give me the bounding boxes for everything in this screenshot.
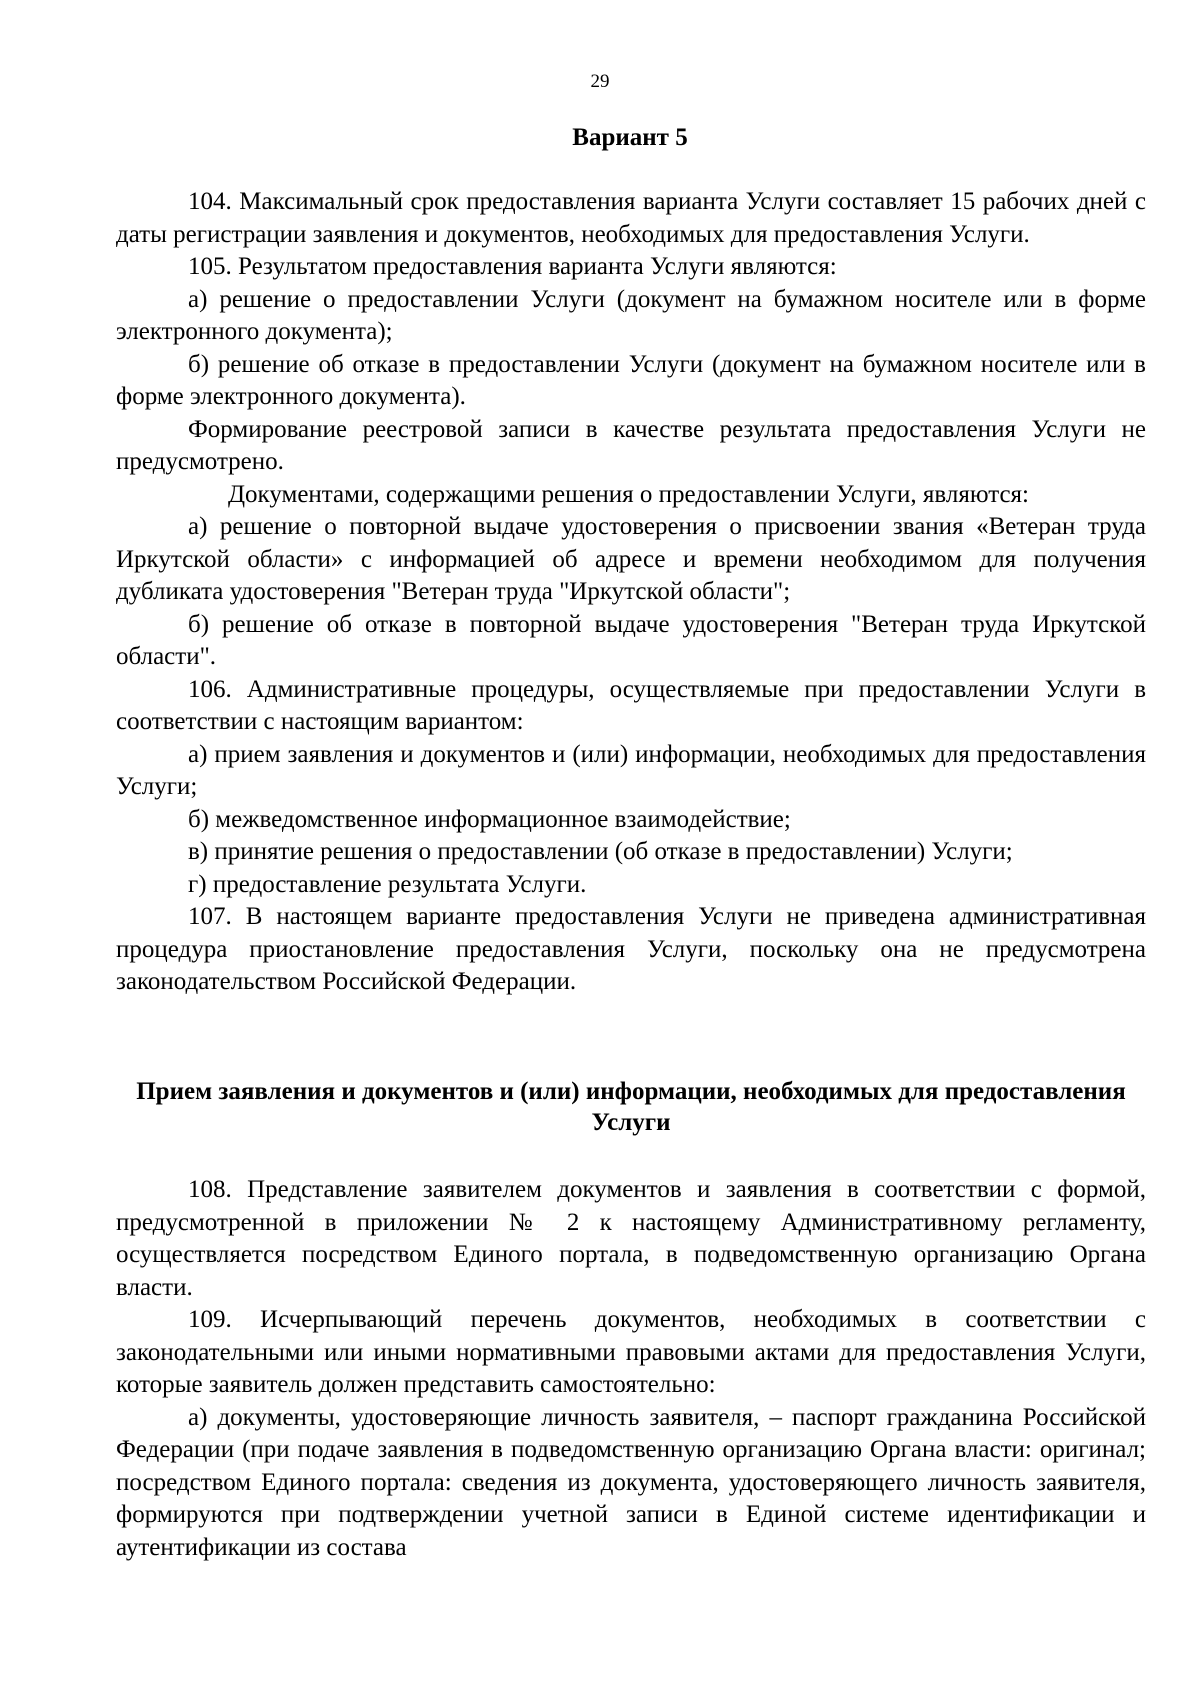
paragraph-104: 104. Максимальный срок предоставления варианта Услуги составляет 15 рабочих дней с даты регистрации заявления и документов, необходимых для предоставления Услуги. <box>116 188 1146 248</box>
paragraph-105-item-a: а) решение о предоставлении Услуги (документ на бумажном носителе или в форме электронного документа); <box>116 285 1146 345</box>
paragraph-105-item-b: б) решение об отказе в предоставлении Услуги (документ на бумажном носителе или в форме электронного документа). <box>116 350 1146 410</box>
paragraph-105: 105. Результатом предоставления варианта Услуги являются: <box>188 253 837 280</box>
paragraph-decision-item-a: а) решение о повторной выдаче удостоверения о присвоении звания «Ветеран труда Иркутской области» с информацией об адресе и времени необходимом для получения дубликата удостоверения "Ветеран труда "Иркутской области"; <box>116 513 1146 605</box>
section-heading-application-intake: Прием заявления и документов и (или) информации, необходимых для предоставления Услуги <box>136 1078 1126 1136</box>
section-heading-variant: Вариант 5 <box>572 124 688 151</box>
paragraph-registry-note: Формирование реестровой записи в качестве результата предоставления Услуги не предусмотрено. <box>116 415 1146 475</box>
paragraph-106-item-g: г) предоставление результата Услуги. <box>188 870 587 898</box>
application-intake-text-block <box>116 1174 1146 1564</box>
paragraph-109-item-a: а) документы, удостоверяющие личность заявителя, – паспорт гражданина Российской Федерации (при подаче заявления в подведомственную организацию Органа власти: оригинал; посредством Единого портала: сведения из документа, удостоверяющего личность заявителя, формируются при подтверждении учетной записи в Единой системе идентификации и аутентификации из состава <box>116 1403 1146 1561</box>
paragraph-107: 107. В настоящем варианте предоставления Услуги не приведена административная процедура приостановление предоставления Услуги, поскольку она не предусмотрена законодательством Российской Федерации. <box>116 903 1146 995</box>
paragraph-decision-documents: Документами, содержащими решения о предоставлении Услуги, являются: <box>228 480 1029 508</box>
paragraph-106-item-b: б) межведомственное информационное взаимодействие; <box>188 805 791 833</box>
variant-5-text-block <box>116 186 1146 999</box>
page-number: 29 <box>590 71 610 92</box>
paragraph-106-item-v: в) принятие решения о предоставлении (об отказе в предоставлении) Услуги; <box>188 838 1013 865</box>
paragraph-106: 106. Административные процедуры, осуществляемые при предоставлении Услуги в соответствии с настоящим вариантом: <box>116 675 1146 735</box>
paragraph-decision-item-b: б) решение об отказе в повторной выдаче удостоверения "Ветеран труда Иркутской области". <box>116 610 1146 670</box>
paragraph-109: 109. Исчерпывающий перечень документов, необходимых в соответствии с законодательными или иными нормативными правовыми актами для предоставления Услуги, которые заявитель должен представить самостоятельно: <box>116 1306 1146 1398</box>
paragraph-108: 108. Представление заявителем документов и заявления в соответствии с формой, предусмотренной в приложении № 2 к настоящему Административному регламенту, осуществляется посредством Единого портала, в подведомственную организацию Органа власти. <box>116 1176 1146 1301</box>
paragraph-106-item-a: а) прием заявления и документов и (или) информации, необходимых для предоставления Услуги; <box>116 740 1146 800</box>
